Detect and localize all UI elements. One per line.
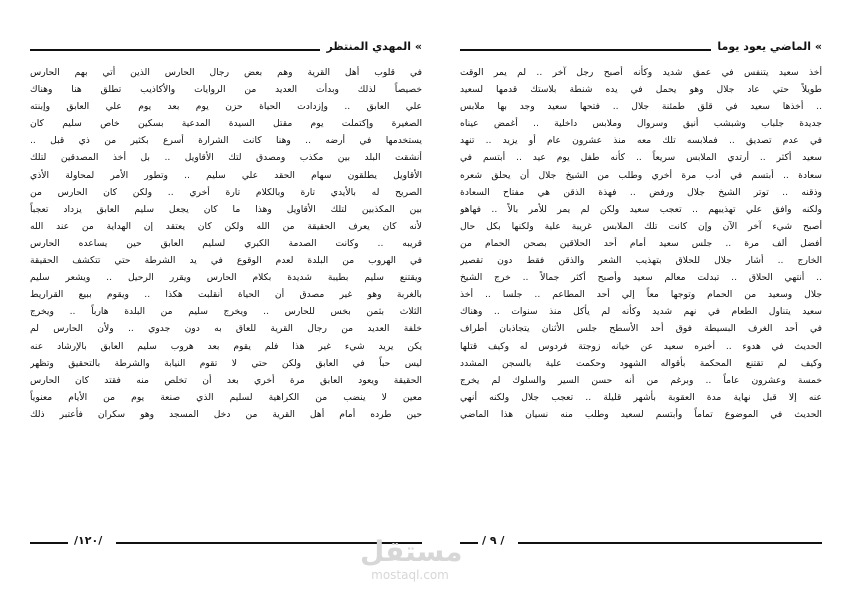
- left-footer-rule-left: [30, 542, 68, 544]
- right-body-text: [460, 64, 822, 423]
- right-footer-rule-right: [518, 542, 822, 544]
- text-line: الثلاث بثمن بخس للحارس .. ويخرج سليم من البلدة هارباً .. ويخرج: [30, 306, 422, 318]
- text-line: الأقاويل يطلقون سهام الحقد علي سليم .. وتطور الأمر لمحاولة الأذي: [30, 169, 422, 181]
- text-line: حين طرده أمام أهل القرية من دخل المسجد وهو سكران فأعتبر ذلك: [30, 408, 422, 420]
- text-line: لأنه كان يعرف الحقيقة من الله ولكن كان يعتقد إن الهداية من عند الله: [30, 220, 422, 232]
- text-line: خصيصاً لذلك وبدأت العديد من الروايات والأكاذيب تطلق هنا وهناك: [30, 84, 422, 96]
- text-line: عنه إلا قبل نهاية مدة العقوبة بأشهر قليلة .. تعجب جلال ولكنه أنهي: [460, 391, 822, 403]
- text-line: أخذ سعيد يتنفس في عمق شديد وكأنه أصبح رجل آخر .. لم يمر الوقت: [460, 67, 822, 78]
- left-body-text: [30, 64, 422, 423]
- watermark-latin: mostaql.com: [371, 568, 449, 582]
- left-page-number: /١٢٠/: [74, 534, 103, 547]
- right-page-footer: [460, 534, 822, 550]
- text-line: أنشقت البلد بين مكذب ومصدق لتك الأقاويل .. بل أخذ المصدقين لتلك: [30, 152, 422, 164]
- right-header-title: » الماضي يعود يوما: [711, 40, 822, 54]
- text-line: سعيد يتناول الطعام في نهم شديد وكأنه لم يأكل منذ سنوات .. وهناك: [460, 306, 822, 318]
- text-line: الخارج .. أشار جلال للحلاق بتهذيب الشعر والذقن فقط دون تقصير: [460, 255, 822, 267]
- text-line: ليس حباً في العابق ولكن حتي لا تقوم النيابة والشرطة بالتحقيق وتظهر: [30, 357, 422, 369]
- text-line: أفضل ألف مرة .. جلس سعيد أمام أحد الحلاقين بصحن الحمام من: [460, 237, 822, 249]
- text-line: قريبه .. وكانت الصدمة الكبري لسليم العابق حين يساعده الحارس: [30, 237, 422, 249]
- text-line: جديدة جلباب وشبشب أنيق وسروال وملابس داخلية .. أغمض عيناه: [460, 118, 822, 130]
- text-line: الصريح له بالأيدي تارة وبالكلام تارة أخري .. ولكن كان الحارس من: [30, 186, 422, 198]
- right-page: [460, 0, 822, 595]
- text-line: جلال وسعيد من الحمام وتوجها معاً إلي أحد المطاعم .. جلسا .. أخذ: [460, 289, 822, 301]
- text-line: ولكنه وافق علي تهذيبهم .. تعجب سعيد ولكن لم يمر للأمر بالاً .. فهاهو: [460, 203, 822, 215]
- text-line: في أحد الغرف البسيطة فوق أحد الأسطح جلس الأثنان يتجاذبان أطراف: [460, 323, 822, 335]
- text-line: سعادة .. أبتسم في أدب مرة أخري وطلب من الشيخ جلال أن يحلق شعره: [460, 169, 822, 181]
- text-line: في قلوب أهل القرية وهم بعض رجال الحارس الذين أتي بهم الحارس: [30, 67, 422, 78]
- mostaql-watermark: [360, 535, 463, 582]
- left-page-header: [30, 40, 422, 56]
- text-line: علي العابق .. وإزدادت الحياة حزن يوم بعد يوم علي العابق وإبنته: [30, 101, 422, 113]
- text-line: خمسة وعشرون عاماً .. وبرغم من أنه حسن السير والسلوك لم يخرج: [460, 374, 822, 386]
- text-line: طويلاً حتي عاد جلال وهو يحمل في يده شنطة بلاستك قدمها لسعيد: [460, 84, 822, 96]
- right-page-header: [460, 40, 822, 56]
- text-line: بين المكذبين لتلك الأقاويل وهذا ما كان يجعل سليم العابق يزداد تعجباً: [30, 203, 422, 215]
- text-line: الصغيرة وإكتملت يوم مقتل السيدة المدعية بسكين خاص سليم كان: [30, 118, 422, 130]
- text-line: بالغربة وهو غير مصدق أن الحياة أنقلبت هكذا .. ويقوم ببيع القراريط: [30, 289, 422, 301]
- text-line: ويقتنع سليم بطيبة شديدة بكلام الحارس ويقرر الرحيل .. ويشعر سليم: [30, 272, 422, 284]
- text-line: معين لا ينضب من الكراهية لسليم الذي صنعة يوم من الأيام معنوياً: [30, 391, 422, 403]
- text-line: .. أنتهي الحلاق .. تبدلت معالم سعيد وأصبح أكثر جمالاً .. خرج الشيخ: [460, 272, 822, 284]
- left-header-rule: [30, 49, 332, 51]
- text-line: أصبح شيء آخر الآن وإن كانت تلك الملابس غريبة علية ولكنها بكل حال: [460, 220, 822, 232]
- left-header-title: » المهدي المنتظر: [320, 40, 422, 54]
- text-line: خلفة العديد من رجال القرية للعاق به دون جدوي .. ولأن الحارس لم: [30, 323, 422, 335]
- text-line: الحقيقة ويعود العابق مرة أخري بعد أن تخلص منه فقتد كان الحارس: [30, 374, 422, 386]
- text-line: يستخدمها في أرضه .. وهنا كانت الشرارة أسرع بكثير من ذي قبل ..: [30, 135, 422, 147]
- text-line: يكن يريد شيء غير هذا فلم يقوم بعد هروب سليم العابق بالإرشاد عنه: [30, 340, 422, 352]
- watermark-arabic: مستقل: [360, 535, 463, 568]
- text-line: سعيد أكثر .. أرتدي الملابس سريعاً .. كأنه طفل يوم عيد .. أبتسم في: [460, 152, 822, 164]
- right-header-rule: [460, 49, 712, 51]
- text-line: .. أخذها سعيد في قلق طمئنة جلال .. فتحها سعيد وجد بها ملابس: [460, 101, 822, 113]
- text-line: في الهروب من البلدة لعدم الوقوع في يد الشرطة حتي تتكشف الحقيقة: [30, 255, 422, 267]
- right-footer-rule-left: [460, 542, 478, 544]
- text-line: وكيف لم تقتنع المحكمة بأقواله الشهود وحكمت علية بالسجن المشدد: [460, 357, 822, 369]
- text-line: الحديث في هدوء .. أخبره سعيد عن خيانه زوجتة فردوس له وكيف قتلها: [460, 340, 822, 352]
- text-line: الحديث في الموضوع تماماً وأبتسم لسعيد وطلب منه نسيان هذا الماضي: [460, 408, 822, 420]
- text-line: وذقنه .. توتر الشيخ جلال ورفض .. فهذة الذقن هي مفتاح السعادة: [460, 186, 822, 198]
- right-page-number: / ٩ /: [482, 534, 505, 547]
- left-page: [30, 0, 422, 595]
- text-line: في عدم تصديق .. فملابسه تلك معه منذ عشرون عام أو يزيد .. تنهد: [460, 135, 822, 147]
